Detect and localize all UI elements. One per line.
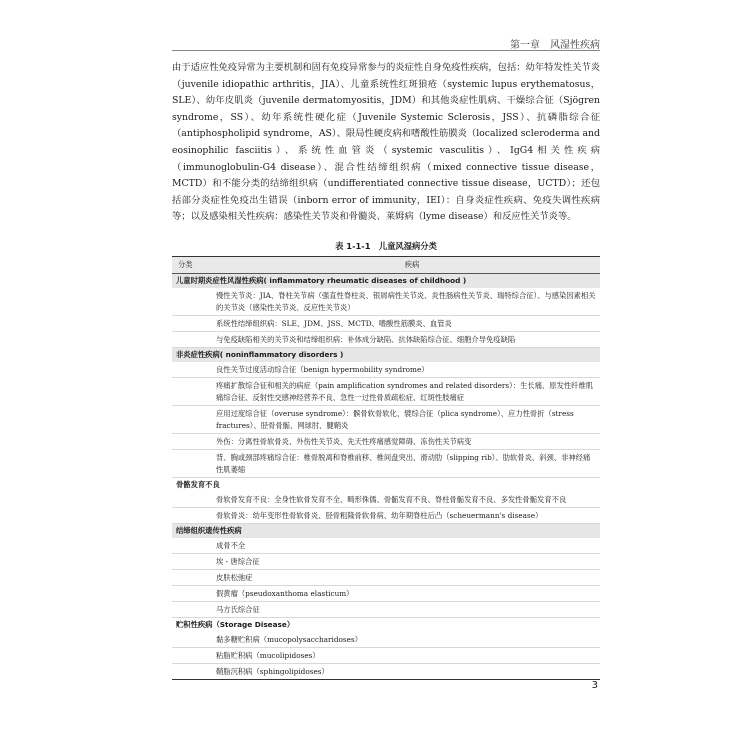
disease-item: 外伤：分离性骨软骨炎、外伤性关节炎、先天性疼痛感觉障碍、冻伤性关节病变: [172, 434, 600, 450]
category-row: 骨骼发育不良: [172, 478, 600, 492]
disease-item: 黏多糖贮积病（mucopolysaccharidoses）: [172, 632, 600, 648]
category-row: 非炎症性疾病( noninflammatory disorders ): [172, 348, 600, 362]
category-row: 儿童时期炎症性风湿性疾病( inflammatory rheumatic diseases of childhood ): [172, 274, 600, 288]
header-disease: 疾病: [404, 260, 420, 269]
disease-item: 皮肤松弛症: [172, 570, 600, 586]
disease-item: 骨软骨炎：幼年变形性骨软骨炎、胫骨粗隆骨软骨病、幼年期脊柱后凸（scheuermann's disease）: [172, 508, 600, 524]
disease-item: 与免疫缺陷相关的关节炎和结缔组织病：补体成分缺陷、抗体缺陷综合征、细胞介导免疫缺陷: [172, 332, 600, 348]
disease-item: 慢性关节炎：JIA、脊柱关节病（强直性脊柱炎、银屑病性关节炎、炎性肠病性关节炎、瑞特综合征）、与感染因素相关的关节炎（感染性关节炎、反应性关节炎）: [172, 288, 600, 316]
category-row: 贮积性疾病（Storage Disease）: [172, 618, 600, 632]
category-row: 结缔组织遗传性疾病: [172, 524, 600, 538]
intro-paragraph: 由于适应性免疫异常为主要机制和固有免疫异常参与的炎症性自身免疫性疾病，包括：幼年特发性关节炎（juvenile idiopathic arthritis，JIA）、儿童系统性红斑狼疮（systemic lupus erythematosus，SLE）、幼年皮肌炎（juvenile dermatomyositis，JDM）和其他炎症性肌病、干燥综合征（Sjögren syndrome，SS）、幼年系统性硬化症（Juvenile Systemic Sclerosis，JSS）、抗磷脂综合征（antiphospholipid syndrome，AS）、限局性硬皮病和嗜酸性筋膜炎（localized scleroderma and eosinophilic fasciitis）、系统性血管炎（systemic vasculitis）、IgG4相关性疾病（immunoglobulin-G4 disease）、混合性结缔组织病（mixed connective tissue disease，MCTD）和不能分类的结缔组织病（undifferentiated connective tissue disease，UCTD）；还包括部分炎症性免疫出生错误（inborn error of immunity，IEI）：自身炎症性疾病、免疫失调性疾病等；以及感染相关性疾病：感染性关节炎和骨髓炎、莱姆病（lyme disease）和反应性关节炎等。: [172, 62, 600, 223]
disease-item: 假黄瘤（pseudoxanthoma elasticum）: [172, 586, 600, 602]
disease-item: 成骨不全: [172, 538, 600, 554]
header-rule: [172, 50, 600, 51]
disease-item: 骨软骨发育不良：全身性软骨发育不全、畸形侏儒、骨骺发育不良、脊柱骨骺发育不良、多发性骨骺发育不良: [172, 492, 600, 508]
disease-item: 系统性结缔组织病：SLE、JDM、JSS、MCTD、嗜酸性筋膜炎、血管炎: [172, 316, 600, 332]
disease-item: 粘脂贮积病（mucolipidoses）: [172, 648, 600, 664]
header-category: 分类: [178, 260, 193, 269]
table-caption: 表 1-1-1 儿童风湿病分类: [335, 241, 437, 251]
disease-item: 埃 - 唐综合征: [172, 554, 600, 570]
disease-item: 马方氏综合征: [172, 602, 600, 618]
chapter-running-head: 第一章 风湿性疾病: [510, 40, 600, 51]
classification-table: [172, 256, 600, 680]
table-header-row: [172, 257, 600, 274]
disease-item: 背、胸或颈部疼痛综合征：椎骨脱离和脊椎前移、椎间盘突出、滑动肋（slipping rib）、肋软骨炎、斜颈、非神经痛性肌萎缩: [172, 450, 600, 478]
page-number: 3: [591, 680, 598, 691]
disease-item: 鞘脂沉积病（sphingolipidoses）: [216, 666, 329, 676]
table-body: [172, 274, 600, 679]
disease-item: 应用过度综合征（overuse syndrome）：髌骨软骨软化、襞综合征（plica syndrome）、应力性骨折（stress fractures）、胫骨骨骺、网球肘、腱鞘炎: [172, 406, 600, 434]
disease-item: 疼痛扩散综合征和相关的病症（pain amplification syndromes and related disorders）：生长痛、原发性纤维肌痛综合征、反射性交感神经营养不良、急性一过性骨质疏松症、红斑性肢痛症: [172, 378, 600, 406]
disease-item: 良性关节过度活动综合征（benign hypermobility syndrome）: [172, 362, 600, 378]
